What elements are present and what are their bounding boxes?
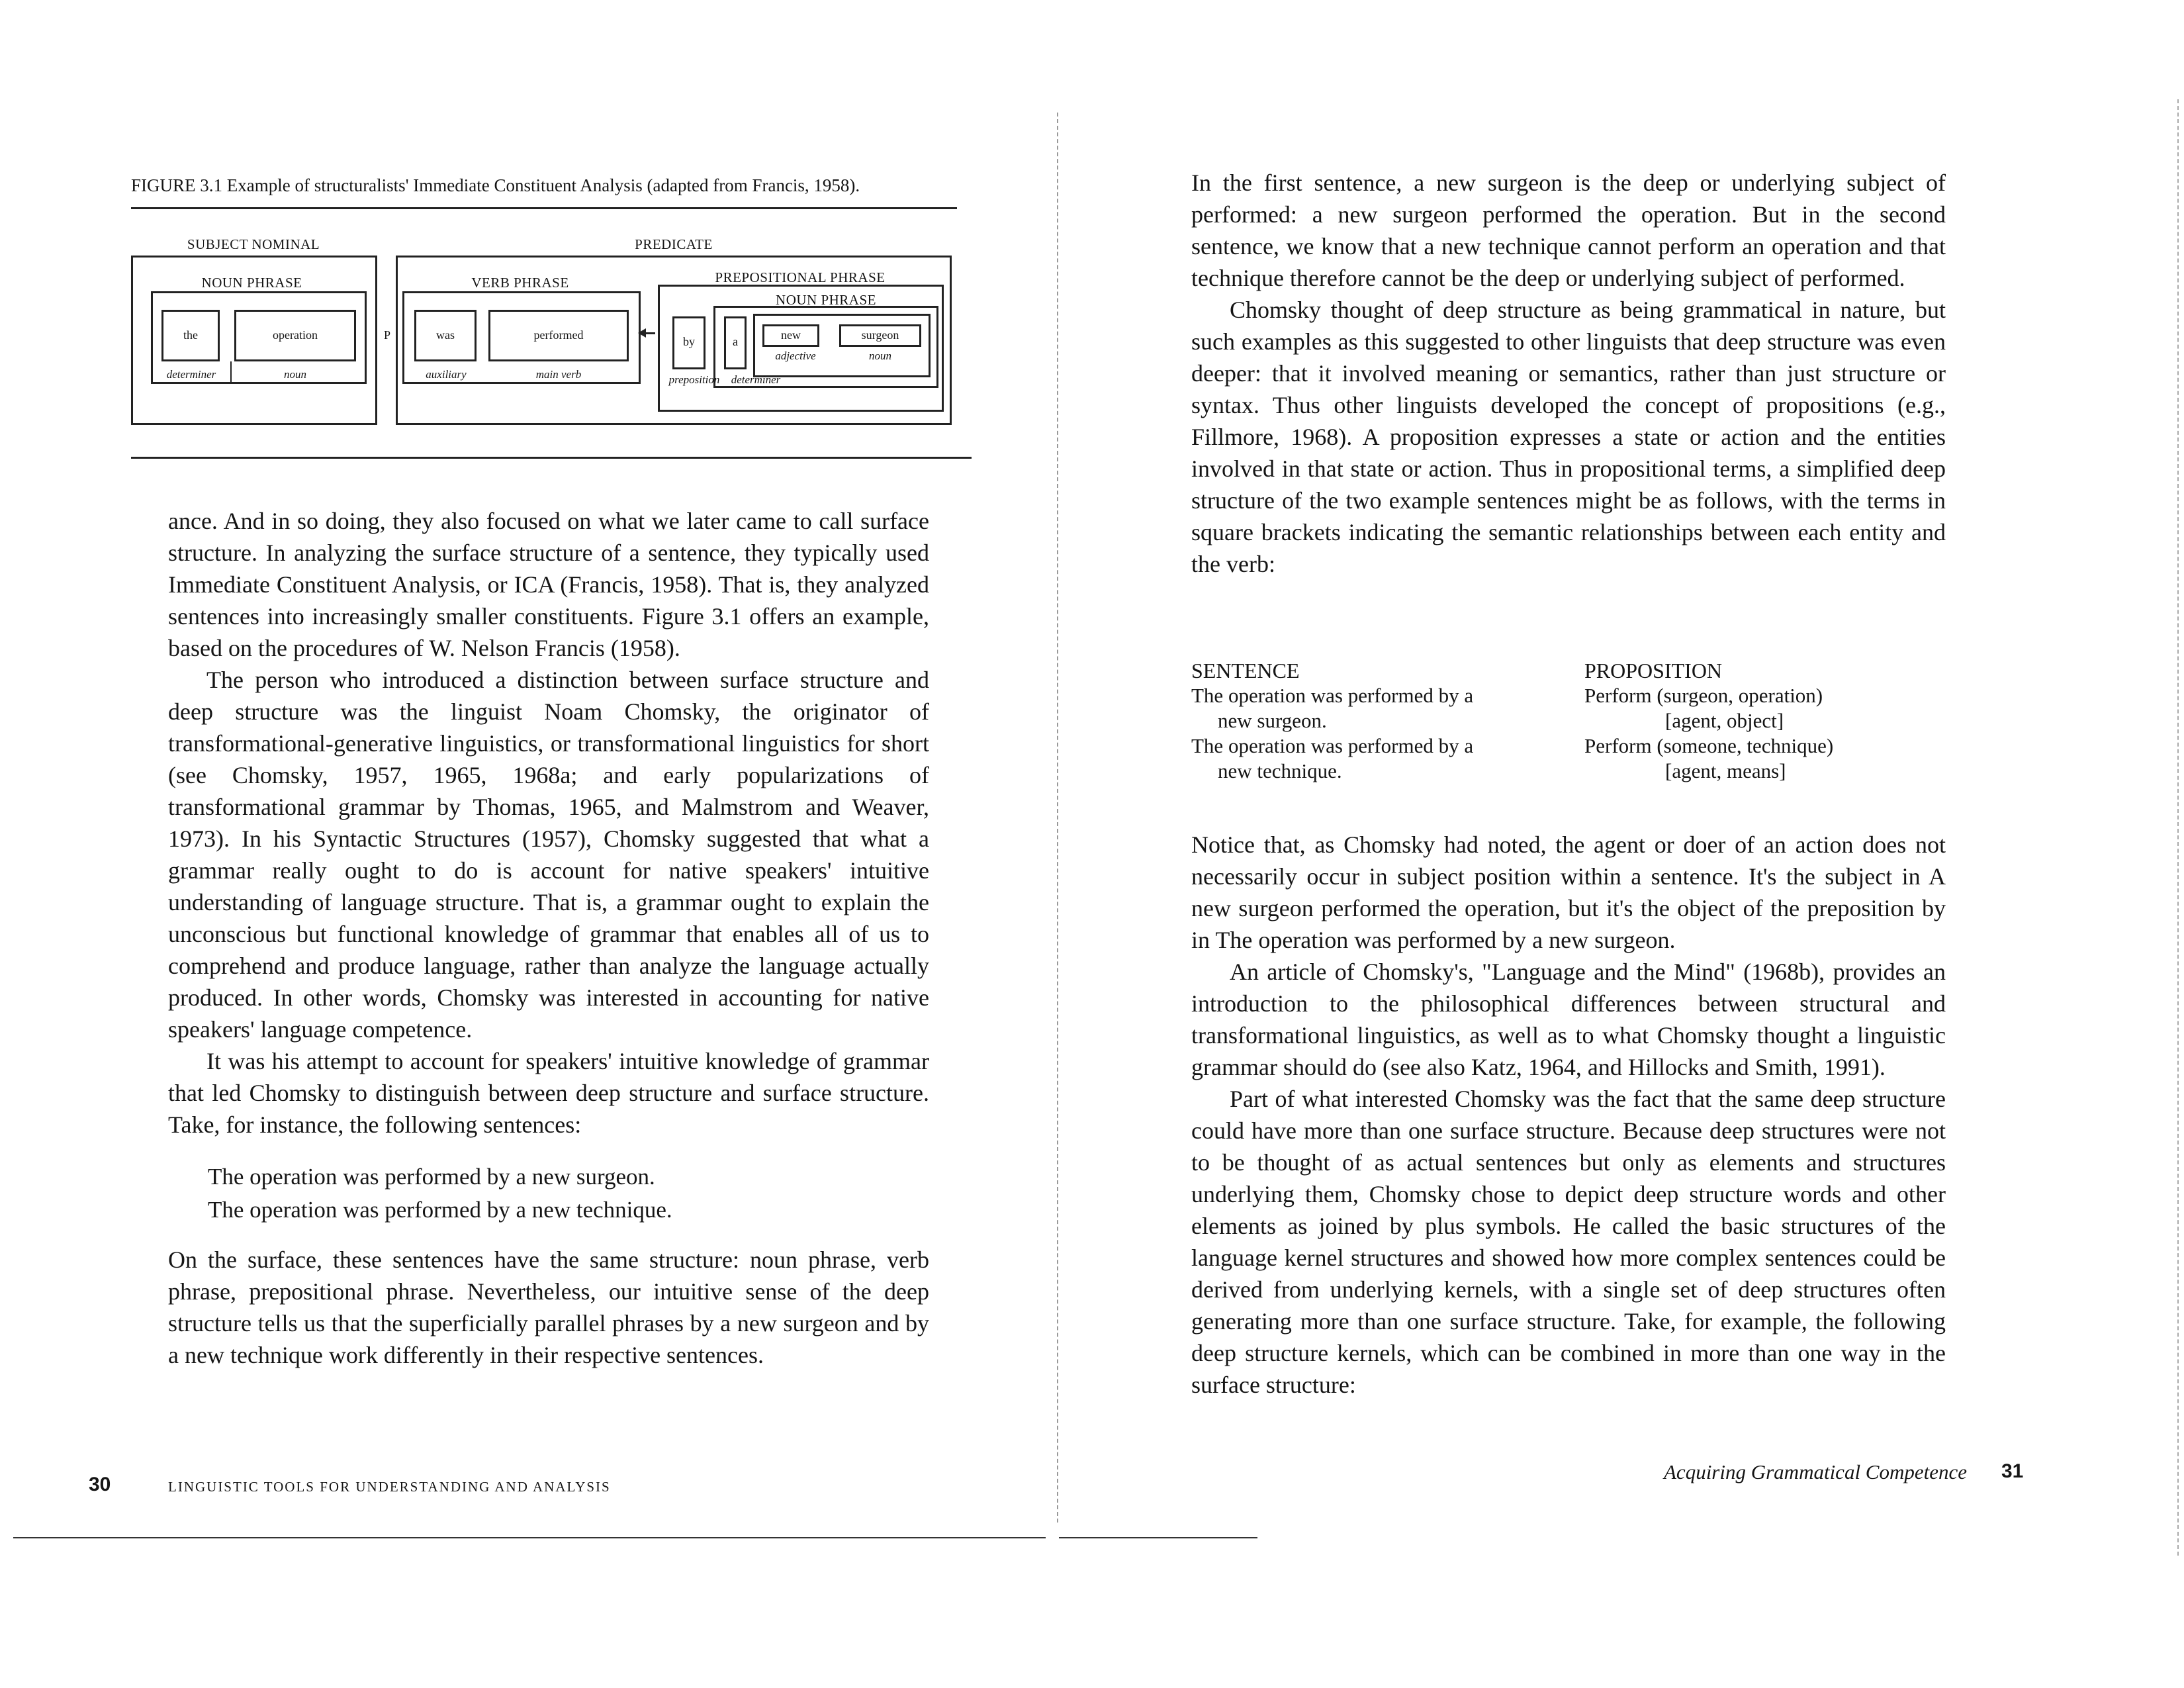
role-preposition: preposition [668, 373, 720, 386]
page-number-right: 31 [2001, 1460, 2024, 1482]
word-was: was [436, 328, 455, 342]
role-determiner-2: determiner [731, 373, 781, 386]
running-head-right: Acquiring Grammatical Competence [1664, 1460, 1968, 1483]
left-paragraph-4: On the surface, these sentences have the same structure: noun phrase, verb phrase, prepositional phrase. Nevertheless, our intuitive sense of the deep structure tells us that the superficially parallel phrases by a new surgeon and by a new technique work differently in their respective sentences. [168, 1246, 929, 1368]
label-predicate: PREDICATE [635, 236, 713, 252]
role-noun: noun [284, 368, 306, 381]
book-gutter [1057, 113, 1058, 1523]
label-verb-phrase: VERB PHRASE [471, 275, 569, 291]
right-body-text-bottom [1191, 829, 1946, 1401]
label-subject-nominal: SUBJECT NOMINAL [187, 236, 320, 252]
table-header-sentence: SENTENCE [1191, 659, 1300, 682]
table-header-proposition: PROPOSITION [1584, 659, 1723, 682]
right-paragraph-5: Part of what interested Chomsky was the fact that the same deep structure could have more than one surface structure. Because deep structures were not to be thought of as actual sentences but only as elements and structures underlying them, Chomsky chose to depict deep structure words and other elements as joined by plus symbols. He called the basic structures of the language kernel structures and showed how more complex sentences could be derived from underlying kernels, with a single set of deep structures often generating more than one surface structure. Take, for example, the following deep structure kernels, which can be combined in more than one way in the surface structure: [1191, 1086, 1946, 1398]
word-new: new [781, 328, 801, 342]
left-paragraph-1: ance. And in so doing, they also focused on what we later came to call surface structure. In analyzing the surface structure of a sentence, they typically used Immediate Constituent Analysis, or ICA (Francis, 1958). That is, they analyzed sentences into increasingly smaller constituents. Figure 3.1 offers an example, based on the procedures of W. Nelson Francis (1958). [168, 508, 929, 661]
row2-proposition-line2: [agent, means] [1665, 759, 1786, 782]
label-noun-phrase-1: NOUN PHRASE [201, 275, 302, 291]
right-body-text-top [1191, 167, 1946, 580]
right-paragraph-2: Chomsky thought of deep structure as being grammatical in nature, but such examples as this suggested to other linguists that deep structure was even deeper: that it involved meaning or semantics, rather than just structure or syntax. Thus other linguists developed the concept of propositions (e.g., Fillmore, 1968). A proposition expresses a state or action and the entities involved in that state or action. Thus in propositional terms, a simplified deep structure of the two example sentences might be as follows, with the terms in square brackets indicating the semantic relationships between each entity and the verb: [1191, 297, 1946, 577]
row1-sentence-line2: new surgeon. [1218, 709, 1327, 732]
right-paragraph-1: In the first sentence, a new surgeon is the deep or underlying subject of performed: a new surgeon performed the operation. But in the second sentence, we know that a new technique cannot perform an operation and that technique therefore cannot be the deep or underlying subject of performed. [1191, 169, 1946, 291]
word-the: the [183, 328, 198, 342]
figure-bottom-rule [131, 457, 972, 459]
label-noun-phrase-2: NOUN PHRASE [776, 292, 876, 308]
left-paragraph-3: It was his attempt to account for speakers' intuitive knowledge of grammar that led Chomsky to distinguish between deep structure and surface structure. Take, for instance, the following sentences: [168, 1048, 929, 1138]
role-determiner: determiner [166, 368, 216, 381]
scan-edge-vertical [2177, 99, 2179, 1556]
row2-sentence-line2: new technique. [1218, 759, 1342, 782]
arrow-head-icon [638, 328, 646, 338]
word-surgeon: surgeon [861, 328, 899, 342]
example-sentence-2: The operation was performed by a new technique. [208, 1197, 672, 1223]
p-marker: P [383, 328, 390, 342]
left-page [0, 0, 1059, 1688]
left-paragraph-2: The person who introduced a distinction between surface structure and deep structure was the linguist Noam Chomsky, the originator of transformational-generative linguistics, or transformational linguistics for short (see Chomsky, 1957, 1965, 1968a; and early popularizations of transformational grammar by Thomas, 1965, and Malmstrom and Weaver, 1973). In his Syntactic Structures (1957), Chomsky suggested that what a grammar really ought to do is account for native speakers' intuitive understanding of language structure. That is, a grammar ought to explain the unconscious but functional knowledge of grammar that enables all of us to comprehend and produce language, rather than analyze the language actually produced. In other words, Chomsky was interested in accounting for native speakers' language competence. [168, 667, 929, 1043]
caption-rule [131, 207, 957, 209]
label-prepositional-phrase: PREPOSITIONAL PHRASE [715, 269, 886, 285]
word-by: by [683, 335, 695, 348]
scan-edge-left [13, 1537, 1046, 1538]
role-noun-2: noun [869, 350, 891, 362]
row1-proposition-line2: [agent, object] [1665, 709, 1784, 732]
scan-edge-right [1059, 1537, 1257, 1538]
right-page [1059, 0, 2184, 1688]
right-paragraph-4: An article of Chomsky's, "Language and the Mind" (1968b), provides an introduction to the philosophical differences between structural and transformational linguistics, as well as to what Chomsky thought a linguistic grammar should do (see also Katz, 1964, and Hillocks and Smith, 1991). [1191, 959, 1946, 1080]
word-operation: operation [273, 328, 318, 342]
ica-diagram [131, 232, 958, 430]
role-adjective: adjective [775, 350, 816, 362]
left-body-text [168, 505, 929, 1371]
divider [230, 361, 232, 384]
row1-sentence-line1: The operation was performed by a [1191, 684, 1474, 707]
row2-sentence-line1: The operation was performed by a [1191, 734, 1474, 757]
example-sentence-1: The operation was performed by a new surgeon. [208, 1164, 655, 1190]
figure-caption: FIGURE 3.1 Example of structuralists' Immediate Constituent Analysis (adapted from Francis, 1958). [131, 175, 860, 195]
role-main-verb: main verb [535, 368, 582, 381]
row1-proposition-line1: Perform (surgeon, operation) [1584, 684, 1823, 707]
word-performed: performed [533, 328, 584, 342]
row2-proposition-line1: Perform (someone, technique) [1584, 734, 1834, 757]
running-head-left: LINGUISTIC TOOLS FOR UNDERSTANDING AND ANALYSIS [168, 1479, 611, 1495]
right-paragraph-3: Notice that, as Chomsky had noted, the agent or doer of an action does not necessarily occur in subject position within a sentence. It's the subject in A new surgeon performed the operation, but it's the object of the preposition by in The operation was performed by a new surgeon. [1191, 831, 1946, 953]
role-auxiliary: auxiliary [426, 368, 467, 381]
page-number-left: 30 [89, 1474, 111, 1495]
word-a: a [733, 335, 738, 348]
